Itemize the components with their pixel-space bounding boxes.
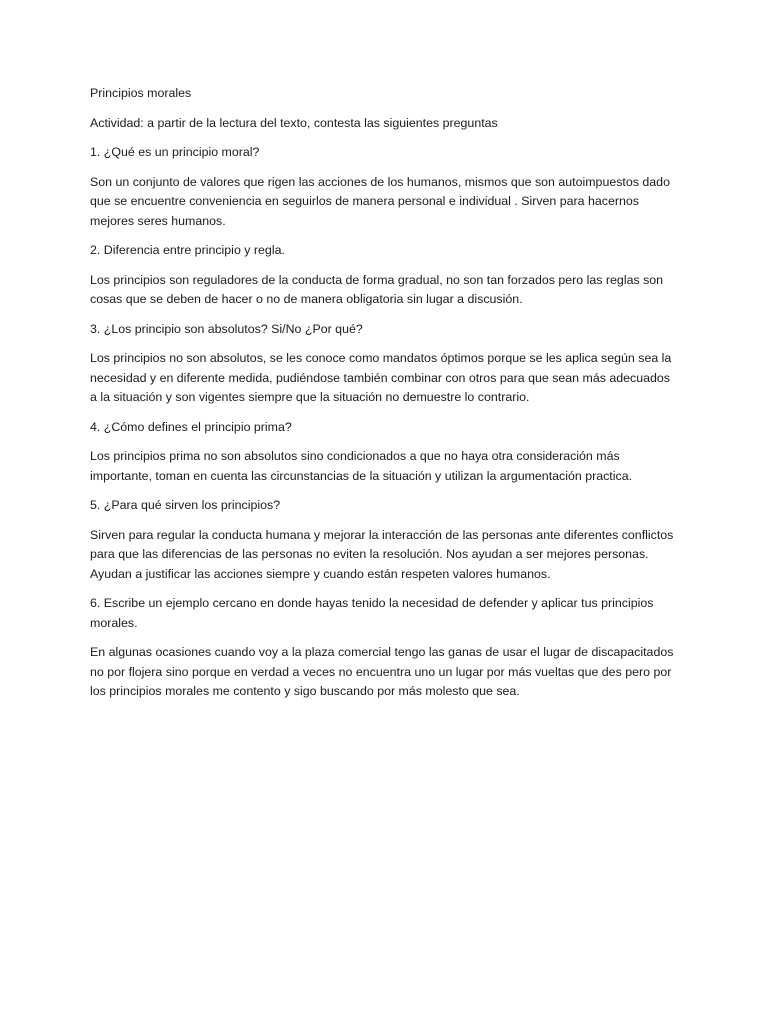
question-2: 2. Diferencia entre principio y regla. bbox=[90, 243, 285, 257]
document-title: Principios morales bbox=[90, 86, 192, 100]
question-3: 3. ¿Los principio son absolutos? Si/No ¿Por qué? bbox=[90, 321, 363, 336]
question-1: 1. ¿Qué es un principio moral? bbox=[90, 145, 260, 159]
document-page bbox=[90, 84, 680, 712]
question-5: 5. ¿Para qué sirven los principios? bbox=[90, 498, 281, 512]
question-4: 4. ¿Cómo defines el principio prima? bbox=[90, 419, 292, 434]
activity-instruction: Actividad: a partir de la lectura del texto, contesta las siguientes preguntas bbox=[90, 115, 498, 130]
answer-3: Los principios no son absolutos, se les conoce como mandatos óptimos porque se les aplica según sea la necesidad y en diferente medida, pudiéndose también combinar con otros para que sean más adecuados a la situación y son vigentes siempre que la situación no demuestre lo contrario. bbox=[90, 351, 672, 404]
answer-1: Son un conjunto de valores que rigen las acciones de los humanos, mismos que son autoimpuestos dado que se encuentre conveniencia en seguirlos de manera personal e individual . Sirven para hacernos mejores seres humanos. bbox=[90, 174, 670, 228]
answer-4: Los principios prima no son absolutos sino condicionados a que no haya otra consideración más importante, toman en cuenta las circunstancias de la situación y utilizan la argumentación practica. bbox=[90, 449, 633, 483]
answer-5: Sirven para regular la conducta humana y mejorar la interacción de las personas ante diferentes conflictos para que las diferencias de las personas no eviten la resolución. Nos ayudan a ser mejores personas. Ayudan a justificar las acciones siempre y cuando están respeten valores humanos. bbox=[90, 527, 674, 581]
question-6: 6. Escribe un ejemplo cercano en donde hayas tenido la necesidad de defender y aplicar tus principios morales. bbox=[90, 596, 654, 630]
answer-6: En algunas ocasiones cuando voy a la plaza comercial tengo las ganas de usar el lugar de discapacitados no por flojera sino porque en verdad a veces no encuentra uno un lugar por más vueltas que des pero por los principios morales me contento y sigo buscando por más molesto que sea. bbox=[90, 645, 674, 698]
answer-2: Los principios son reguladores de la conducta de forma gradual, no son tan forzados pero las reglas son cosas que se deben de hacer o no de manera obligatoria sin lugar a discusión. bbox=[90, 272, 664, 306]
